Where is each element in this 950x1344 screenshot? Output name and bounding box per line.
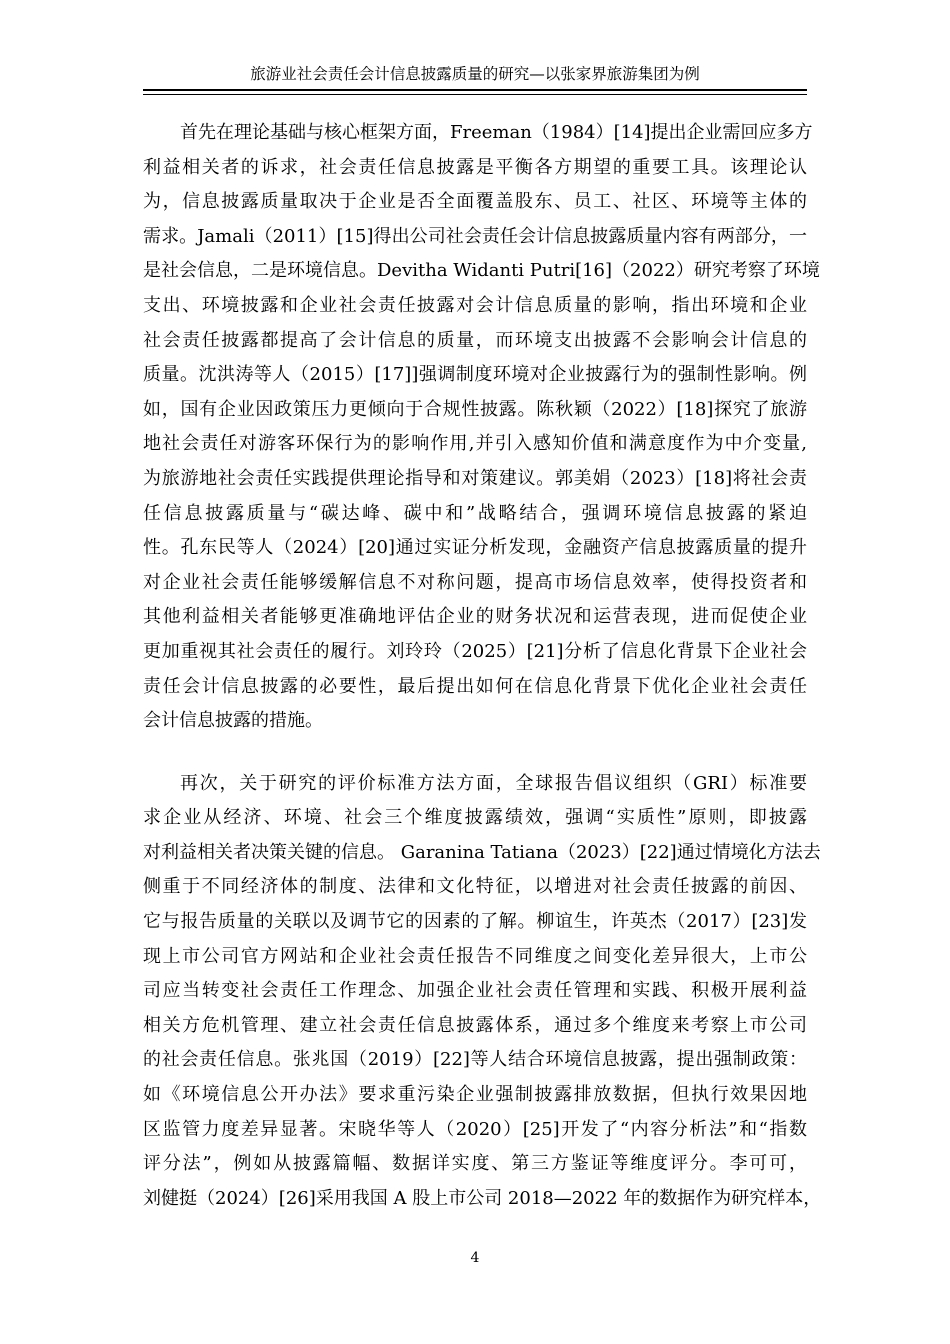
- text-line: 侧重于不同经济体的制度、法律和文化特征，以增进对社会责任披露的前因、: [143, 876, 807, 898]
- text-line: 更加重视其社会责任的履行。刘玲玲（2025）[21]分析了信息化背景下企业社会: [143, 640, 807, 662]
- paragraph-evaluation: [143, 767, 822, 1217]
- paragraph-gap: [143, 739, 807, 767]
- text-line: 其他利益相关者能够更准确地评估企业的财务状况和运营表现，进而促使企业: [143, 606, 807, 628]
- text-line: 首先在理论基础与核心框架方面，Freeman（1984）[14]提出企业需回应多方: [180, 122, 813, 143]
- header-rule-thick: [143, 89, 807, 91]
- page-number: 4: [470, 1250, 480, 1266]
- text-line: 再次，关于研究的评价标准方法方面，全球报告倡议组织（GRI）标准要: [180, 772, 807, 794]
- text-line: 责任会计信息披露的必要性，最后提出如何在信息化背景下优化企业社会责任: [143, 675, 807, 697]
- text-line: 利益相关者的诉求，社会责任信息披露是平衡各方期望的重要工具。该理论认: [143, 156, 807, 178]
- text-line: 司应当转变社会责任工作理念、加强企业社会责任管理和实践、积极开展利益: [143, 980, 807, 1002]
- text-line: 是社会信息，二是环境信息。Devitha Widanti Putri[16]（2022）研究考察了环境: [143, 260, 820, 282]
- text-line: 相关方危机管理、建立社会责任信息披露体系，通过多个维度来考察上市公司: [143, 1014, 807, 1036]
- text-line: 求企业从经济、环境、社会三个维度披露绩效，强调“实质性”原则，即披露: [143, 807, 807, 829]
- text-line: 如《环境信息公开办法》要求重污染企业强制披露排放数据，但执行效果因地: [143, 1084, 807, 1106]
- text-line: 如，国有企业因政策压力更倾向于合规性披露。陈秋颖（2022）[18]探究了旅游: [143, 398, 807, 420]
- body-text: [143, 116, 822, 1216]
- text-line: 区监管力度差异显著。宋晓华等人（2020）[25]开发了“内容分析法”和“指数: [143, 1118, 807, 1140]
- text-line: 需求。Jamali（2011）[15]得出公司社会责任会计信息披露质量内容有两部分，一: [143, 225, 807, 247]
- text-line: 为旅游地社会责任实践提供理论指导和对策建议。郭美娟（2023）[18]将社会责: [143, 467, 807, 489]
- text-line: 社会责任披露都提高了会计信息的质量，而环境支出披露不会影响会计信息的: [143, 329, 807, 351]
- text-line: 为，信息披露质量取决于企业是否全面覆盖股东、员工、社区、环境等主体的: [143, 191, 807, 213]
- text-line: 对利益相关者决策关键的信息。 Garanina Tatiana（2023）[22]通过情境化方法去: [143, 841, 821, 863]
- text-line: 任信息披露质量与“碳达峰、碳中和”战略结合，强调环境信息披露的紧迫: [143, 502, 807, 524]
- text-line: 它与报告质量的关联以及调节它的因素的了解。柳谊生，许英杰（2017）[23]发: [143, 911, 807, 933]
- text-line: 刘健挺（2024）[26]采用我国 A 股上市公司 2018—2022 年的数据作为研究样本，: [143, 1187, 822, 1209]
- text-line: 支出、环境披露和企业社会责任披露对会计信息质量的影响，指出环境和企业: [143, 294, 807, 316]
- text-line: 质量。沈洪涛等人（2015）[17]]强调制度环境对企业披露行为的强制性影响。例: [143, 364, 807, 386]
- paragraph-theory: [143, 116, 820, 739]
- text-line: 地社会责任对游客环保行为的影响作用,并引入感知价值和满意度作为中介变量,: [143, 433, 807, 455]
- text-line: 性。孔东民等人（2024）[20]通过实证分析发现，金融资产信息披露质量的提升: [143, 537, 807, 559]
- text-line: 会计信息披露的措施。: [143, 710, 323, 732]
- text-line: 现上市公司官方网站和企业社会责任报告不同维度之间变化差异很大，上市公: [143, 945, 807, 967]
- text-line: 的社会责任信息。张兆国（2019）[22]等人结合环境信息披露，提出强制政策：: [143, 1049, 807, 1071]
- header-rule-thin: [143, 94, 807, 95]
- running-header: 旅游业社会责任会计信息披露质量的研究—以张家界旅游集团为例: [250, 65, 700, 83]
- text-line: 评分法”，例如从披露篇幅、数据详实度、第三方鉴证等维度评分。李可可，: [143, 1153, 807, 1175]
- text-line: 对企业社会责任能够缓解信息不对称问题，提高市场信息效率，使得投资者和: [143, 571, 807, 593]
